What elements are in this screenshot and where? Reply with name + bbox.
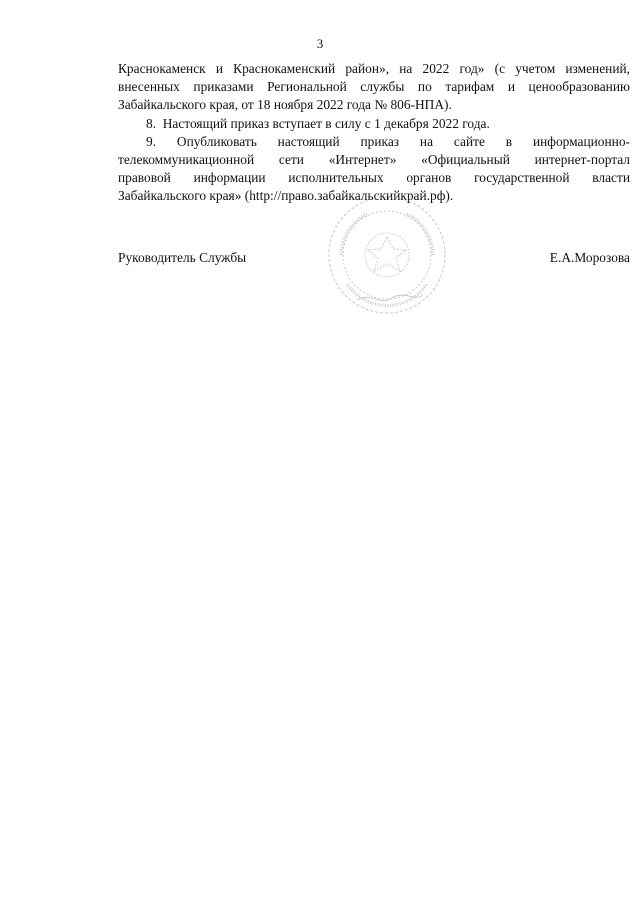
text-line: Забайкальского края, от 18 ноября 2022 года № 806-НПА). xyxy=(118,97,452,113)
text-line: 9. Опубликовать настоящий приказ на сайте в информационно- xyxy=(146,133,630,149)
text-line: Краснокаменск и Краснокаменский район», на 2022 год» (с учетом изменений, xyxy=(118,61,630,76)
signatory-name: Е.А.Морозова xyxy=(549,250,630,265)
seal-lettering-arc-bottom xyxy=(347,284,427,305)
text-line: 8. Настоящий приказ вступает в силу с 1 декабря 2022 года. xyxy=(146,115,490,131)
paragraph-item-8 xyxy=(118,115,630,133)
text-line: правовой информации исполнительных органов государственной власти xyxy=(118,170,630,186)
text-line: телекоммуникационной сети «Интернет» «Официальный интернет-портал xyxy=(118,152,630,168)
document-body xyxy=(118,60,630,206)
signature-block xyxy=(118,249,630,269)
text-line: Забайкальского края» (http://право.забайкальскийкрай.рф). xyxy=(118,188,454,204)
signatory-role: Руководитель Службы xyxy=(118,250,247,265)
page-number: 3 xyxy=(316,36,324,51)
text-line: внесенных приказами Региональной службы по тарифам и ценообразованию xyxy=(118,79,630,95)
paragraph-continuation xyxy=(118,60,630,115)
